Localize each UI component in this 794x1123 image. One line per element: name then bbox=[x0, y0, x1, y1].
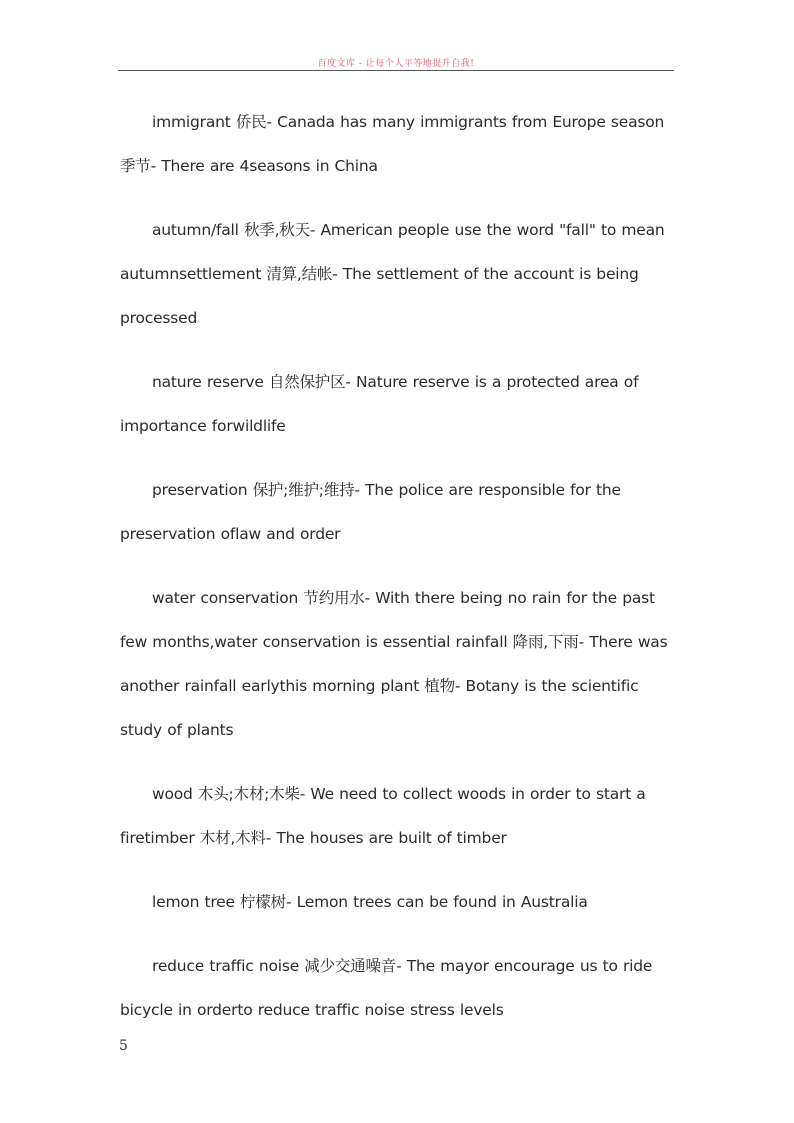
page-header: 百度文库 - 让每个人平等地提升自我! bbox=[317, 59, 475, 69]
paragraph-lemon-tree: lemon tree 柠檬树- Lemon trees can be found in Australia bbox=[152, 893, 588, 911]
paragraph-preservation: preservation 保护;维护;维持- The police are responsible for the preservation oflaw and order bbox=[120, 481, 621, 543]
document-body bbox=[120, 100, 672, 1052]
page-number: 5 bbox=[119, 1038, 128, 1054]
paragraph-water-conservation: water conservation 节约用水- With there being no rain for the past few months,water conservation is essential rainfall 降雨,下雨- There was another rainfall earlythis morning plant 植物- Botany is the scientific study of plants bbox=[120, 589, 668, 739]
paragraph-traffic-noise: reduce traffic noise 减少交通噪音- The mayor encourage us to ride bicycle in orderto reduce traffic noise stress levels bbox=[120, 957, 653, 1019]
header-divider bbox=[118, 70, 674, 71]
paragraph-nature-reserve: nature reserve 自然保护区- Nature reserve is a protected area of importance forwildlife bbox=[120, 373, 639, 435]
paragraph-immigrant: immigrant 侨民- Canada has many immigrants from Europe season 季节- There are 4seasons in China bbox=[120, 113, 665, 175]
paragraph-wood: wood 木头;木材;木柴- We need to collect woods in order to start a firetimber 木材,木料- The houses are built of timber bbox=[120, 785, 646, 847]
paragraph-autumn: autumn/fall 秋季,秋天- American people use the word "fall" to mean autumnsettlement 清算,结帐- The settlement of the account is being processed bbox=[120, 221, 665, 327]
